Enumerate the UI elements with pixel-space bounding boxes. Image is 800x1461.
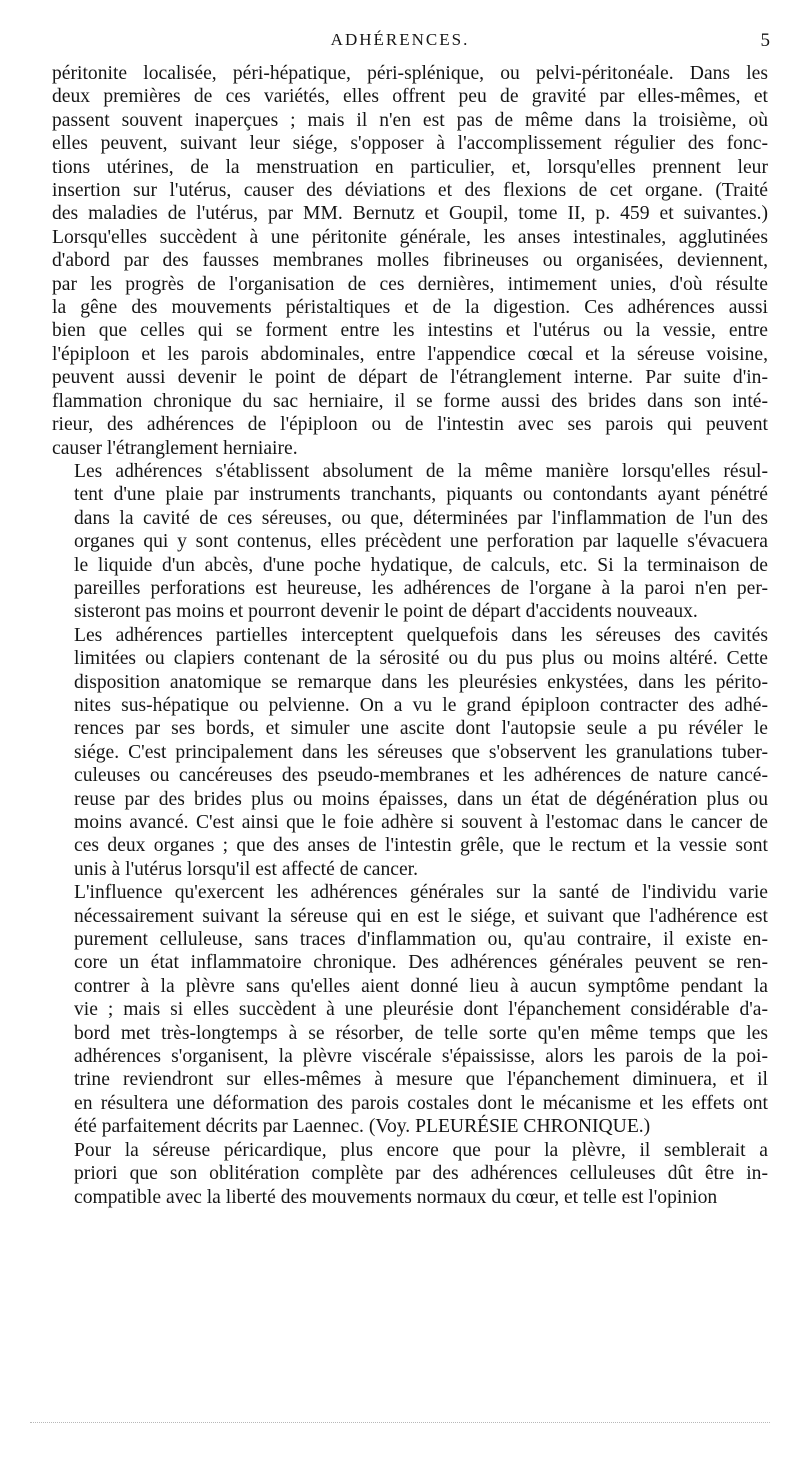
text-line: compatible avec la liberté des mouvements normaux du cœur, et telle est l'opinion bbox=[74, 1186, 718, 1208]
text-line: rieur, des adhérences de l'épiploon ou de l'intestin avec ses parois qui peuvent bbox=[52, 414, 768, 436]
paragraph-5 bbox=[52, 1139, 768, 1209]
text-line: organes qui y sont contenus, elles précèdent une perforation par laquelle s'évacuera bbox=[74, 531, 768, 553]
text-line: été parfaitement décrits par Laennec. (Voy. PLEURÉSIE CHRONIQUE.) bbox=[74, 1116, 651, 1138]
text-line: Les adhérences s'établissent absolument de la même manière lorsqu'elles résul- bbox=[74, 460, 768, 482]
text-line: purement celluleuse, sans traces d'inflammation ou, qu'au contraire, il existe en- bbox=[74, 929, 768, 951]
running-title: ADHÉRENCES. bbox=[330, 30, 470, 49]
text-line: nites sus-hépatique ou pelvienne. On a vu le grand épiploon contracter des adhé- bbox=[74, 694, 768, 716]
text-line: L'influence qu'exercent les adhérences générales sur la santé de l'individu varie bbox=[74, 882, 768, 904]
text-line: Pour la séreuse péricardique, plus encore que pour la plèvre, il semblerait a bbox=[74, 1139, 768, 1161]
text-line: en résultera une déformation des parois costales dont le mécanisme et les effets ont bbox=[74, 1092, 768, 1114]
page-number: 5 bbox=[760, 30, 770, 51]
text-line: tent d'une plaie par instruments tranchants, piquants ou contondants ayant pénétré bbox=[74, 484, 768, 506]
text-line: dans la cavité de ces séreuses, ou que, déterminées par l'inflammation de l'un des bbox=[74, 507, 768, 529]
paragraph-3 bbox=[52, 624, 768, 881]
page-header bbox=[0, 30, 800, 56]
text-line: moins avancé. C'est ainsi que le foie adhère si souvent à l'estomac dans le cancer de bbox=[74, 812, 768, 833]
text-line: ces deux organes ; que des anses de l'intestin grêle, que le rectum et la vessie sont bbox=[74, 835, 768, 857]
text-line: limitées ou clapiers contenant de la sérosité ou du pus plus ou moins altéré. Cette bbox=[74, 648, 768, 670]
text-line: nécessairement suivant la séreuse qui en est le siége, et suivant que l'adhérence est bbox=[74, 905, 768, 927]
text-line: l'épiploon et les parois abdominales, entre l'appendice cœcal et la séreuse voisine, bbox=[52, 343, 768, 365]
text-line: Les adhérences partielles interceptent quelquefois dans les séreuses des cavités bbox=[74, 624, 768, 646]
text-line: siége. C'est principalement dans les séreuses que s'observent les granulations tuber- bbox=[74, 741, 768, 763]
text-line: passent souvent inaperçues ; mais il n'en est pas de même dans la troisième, où bbox=[52, 109, 768, 131]
text-line: sisteront pas moins et pourront devenir le point de départ d'accidents nouveaux. bbox=[74, 601, 698, 623]
text-line: peuvent aussi devenir le point de départ de l'étranglement interne. Par suite d'in- bbox=[52, 367, 768, 389]
text-line: trine reviendront sur elles-mêmes à mesure que l'épanchement diminuera, et il bbox=[74, 1069, 768, 1091]
text-line: Lorsqu'elles succèdent à une péritonite générale, les anses intestinales, agglutinées bbox=[52, 226, 768, 248]
text-line: adhérences s'organisent, la plèvre viscérale s'épaississe, alors les parois de la poi- bbox=[74, 1046, 768, 1068]
text-line: péritonite localisée, péri-hépatique, péri-splénique, ou pelvi-péritonéale. Dans les bbox=[52, 63, 768, 84]
text-line: deux premières de ces variétés, elles offrent peu de gravité par elles-mêmes, et bbox=[52, 86, 768, 108]
paragraph-1 bbox=[52, 62, 768, 460]
text-line: core un état inflammatoire chronique. Des adhérences générales peuvent se ren- bbox=[74, 952, 768, 974]
text-line: vie ; mais si elles succèdent à une pleurésie dont l'épanchement considérable d'a- bbox=[74, 999, 768, 1021]
text-line: unis à l'utérus lorsqu'il est affecté de cancer. bbox=[74, 858, 419, 880]
scan-footer-artifact bbox=[30, 1422, 770, 1425]
text-line: bord met très-longtemps à se résorber, de telle sorte qu'en même temps que les bbox=[74, 1022, 768, 1044]
paragraph-2 bbox=[52, 460, 768, 624]
text-line: par les progrès de l'organisation de ces dernières, intimement unies, d'où résulte bbox=[52, 273, 768, 295]
text-line: culeuses ou cancéreuses des pseudo-membranes et les adhérences de nature cancé- bbox=[74, 765, 768, 787]
text-line: flammation chronique du sac herniaire, il se forme aussi des brides dans son inté- bbox=[52, 390, 768, 412]
text-line: la gêne des mouvements péristaltiques et de la digestion. Ces adhérences aussi bbox=[52, 297, 768, 319]
text-line: des maladies de l'utérus, par MM. Bernutz et Goupil, tome II, p. 459 et suivantes.) bbox=[52, 203, 768, 225]
text-line: tions utérines, de la menstruation en particulier, et, lorsqu'elles prennent leur bbox=[52, 156, 768, 178]
paragraph-4 bbox=[52, 881, 768, 1138]
text-line: bien que celles qui se forment entre les intestins et l'utérus ou la vessie, entre bbox=[52, 320, 768, 342]
body-text bbox=[52, 62, 768, 1209]
text-line: le liquide d'un abcès, d'une poche hydatique, de calculs, etc. Si la terminaison de bbox=[74, 554, 768, 576]
text-line: insertion sur l'utérus, causer des déviations et des flexions de cet organe. (Traité bbox=[52, 180, 768, 202]
text-line: rences par ses bords, et simuler une ascite dont l'autopsie seule a pu révéler le bbox=[74, 718, 768, 740]
text-line: elles peuvent, suivant leur siége, s'opposer à l'accomplissement régulier des fonc- bbox=[52, 133, 768, 155]
text-line: priori que son oblitération complète par des adhérences celluleuses dût être in- bbox=[74, 1163, 768, 1185]
text-line: causer l'étranglement herniaire. bbox=[52, 437, 298, 459]
text-line: contrer à la plèvre sans qu'elles aient donné lieu à aucun symptôme pendant la bbox=[74, 975, 768, 997]
text-line: d'abord par des fausses membranes molles fibrineuses ou organisées, deviennent, bbox=[52, 250, 768, 272]
text-line: disposition anatomique se remarque dans les pleurésies enkystées, dans les périto- bbox=[74, 671, 768, 693]
text-line: pareilles perforations est heureuse, les adhérences de l'organe à la paroi n'en per- bbox=[74, 577, 768, 599]
text-line: reuse par des brides plus ou moins épaisses, dans un état de dégénération plus ou bbox=[74, 788, 768, 810]
